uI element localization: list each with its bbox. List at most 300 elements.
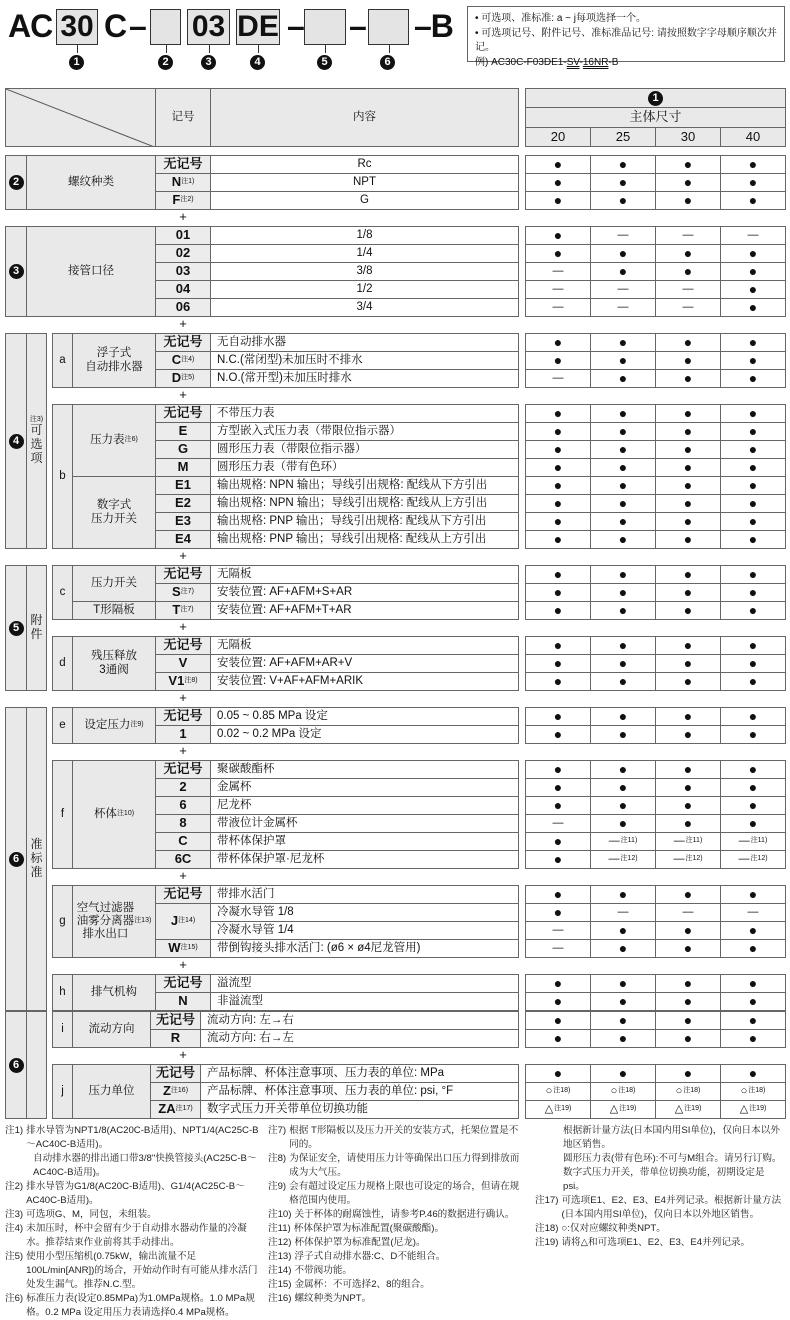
available-dot: ● [748, 815, 758, 832]
unavailable-dash: — [747, 229, 759, 242]
footnote-text: 浮子式自动排水器:C、D不能组合。 [294, 1251, 446, 1262]
available-dot: ● [748, 1030, 758, 1047]
availability-25 [590, 458, 656, 477]
group-label-text: T形隔板 [93, 603, 135, 616]
available-dot: ● [683, 441, 693, 458]
availability-20 [525, 1064, 591, 1083]
option-code [155, 814, 211, 833]
availability-20 [525, 512, 591, 531]
option-description: 流动方向: 右→左 [200, 1029, 519, 1048]
available-dot: ● [748, 1065, 758, 1082]
available-dot: ● [683, 405, 693, 422]
availability-25 [590, 725, 656, 744]
group-label [72, 885, 156, 958]
availability-25 [590, 351, 656, 370]
size-20: 20 [525, 127, 591, 147]
availability-note: 注12) [620, 855, 638, 863]
availability-25 [590, 778, 656, 797]
available-dot: ● [748, 263, 758, 280]
availability-30 [655, 226, 721, 245]
available-dot: ● [553, 637, 563, 654]
code-note: 注8) [184, 677, 198, 685]
available-dot: ● [553, 779, 563, 796]
availability-20 [525, 601, 591, 620]
code-text: 8 [179, 815, 187, 831]
section-label: 接管口径 [26, 226, 156, 317]
code-text: 无记号 [163, 761, 203, 777]
footnote [535, 1222, 785, 1236]
footnote-label: 注1) [5, 1125, 24, 1136]
available-dot: ● [748, 423, 758, 440]
footnote-text: 标准压力表(设定0.85MPa)为1.0MPa规格。1.0 MPa规格。0.2 MPa 设定用压力表请选择0.4 MPa规格。 [26, 1293, 255, 1318]
footnote-label: 注6) [5, 1293, 24, 1304]
code-text: 03 [175, 263, 191, 279]
circle-mark: ○ [610, 1085, 618, 1098]
available-dot: ● [748, 174, 758, 191]
sub-letter: g [52, 885, 73, 958]
option-description: 产品标牌、杯体注意事项、压力表的单位: psi, °F [200, 1082, 519, 1101]
code-text: C [171, 352, 182, 368]
available-dot: ● [618, 405, 628, 422]
option-description: 输出规格: NPN 输出；导线引出规格: 配线从上方引出 [210, 494, 519, 513]
available-dot: ● [618, 352, 628, 369]
option-description: 1/4 [210, 244, 519, 263]
availability-30 [655, 654, 721, 673]
available-dot: ● [683, 761, 693, 778]
plus-sign: + [179, 387, 187, 402]
footnote-text: ○:仅对应螺纹种类NPT。 [561, 1223, 666, 1234]
unavailable-dash: — [608, 835, 620, 848]
number-badge: 6 [9, 852, 24, 867]
option-code [155, 654, 211, 673]
option-description: 1/8 [210, 226, 519, 245]
availability-20 [525, 298, 591, 317]
availability-40 [720, 404, 786, 423]
availability-30 [655, 565, 721, 584]
unavailable-dash: — [682, 229, 694, 242]
plus-sign: + [179, 548, 187, 563]
footnote-text: 请将△和可选项E1、E2、E3、E4并列记录。 [561, 1237, 751, 1248]
availability-40 [720, 530, 786, 549]
availability-30 [655, 796, 721, 815]
option-description: 安装位置: AF+AFM+AR+V [210, 654, 519, 673]
available-dot: ● [553, 833, 563, 850]
availability-40 [720, 583, 786, 602]
available-dot: ● [553, 192, 563, 209]
availability-note: 注19) [619, 1105, 637, 1113]
footnote-label: 注15) [268, 1279, 292, 1290]
option-description: 冷凝水导管 1/8 [210, 903, 519, 922]
code-text: N [178, 993, 188, 1009]
option-code [155, 244, 211, 263]
code-text: M [177, 459, 189, 475]
availability-20 [525, 636, 591, 655]
option-description: 圆形压力表（带限位指示器） [210, 440, 519, 459]
option-description: 产品标牌、杯体注意事项、压力表的单位: MPa [200, 1064, 519, 1083]
code-text: F [172, 192, 181, 208]
option-description: N.O.(常开型)未加压时排水 [210, 369, 519, 388]
available-dot: ● [683, 602, 693, 619]
available-dot: ● [618, 708, 628, 725]
header-code: 记号 [155, 88, 211, 147]
section-number [5, 155, 27, 210]
code-text: 1 [179, 726, 187, 742]
available-dot: ● [683, 922, 693, 939]
available-dot: ● [553, 405, 563, 422]
option-code [155, 476, 211, 495]
availability-25 [590, 191, 656, 210]
option-description: 数字式压力开关带单位切换功能 [200, 1100, 519, 1119]
available-dot: ● [748, 726, 758, 743]
availability-30 [655, 1064, 721, 1083]
availability-25 [590, 1029, 656, 1048]
availability-30 [655, 298, 721, 317]
available-dot: ● [683, 655, 693, 672]
availability-20 [525, 654, 591, 673]
availability-20 [525, 583, 591, 602]
availability-20 [525, 760, 591, 779]
header-size-label: 主体尺寸 [525, 107, 786, 128]
availability-40 [720, 672, 786, 691]
circle-mark: ○ [740, 1085, 748, 1098]
plus-sign: + [179, 619, 187, 634]
option-code [155, 992, 211, 1011]
group-label-text: 数字式 压力开关 [91, 499, 137, 525]
circle-mark: ○ [675, 1085, 683, 1098]
available-dot: ● [618, 797, 628, 814]
available-dot: ● [683, 637, 693, 654]
available-dot: ● [618, 495, 628, 512]
option-description: 3/8 [210, 262, 519, 281]
port-box: 03 [187, 9, 230, 45]
option-code [155, 760, 211, 779]
group-label [72, 404, 156, 477]
unavailable-dash: — [682, 906, 694, 919]
availability-40 [720, 280, 786, 299]
availability-40 [720, 440, 786, 459]
diagonal-header-cell [5, 88, 156, 147]
side-label-text: 可 选 项 [30, 423, 43, 465]
option-box: DE [237, 10, 279, 43]
availability-30 [655, 814, 721, 833]
sub-letter: a [52, 333, 73, 388]
dash: – [349, 8, 366, 44]
availability-30 [655, 903, 721, 922]
availability-40 [720, 760, 786, 779]
code-text: 无记号 [155, 1012, 195, 1028]
availability-40 [720, 333, 786, 352]
available-dot: ● [748, 459, 758, 476]
number-badge: 5 [317, 55, 332, 70]
availability-25 [590, 280, 656, 299]
availability-note: 注12) [750, 855, 768, 863]
unavailable-dash: — [738, 853, 750, 866]
marker-1 [69, 52, 84, 70]
sub-letter: f [52, 760, 73, 869]
code-text: 02 [175, 245, 191, 261]
info-example [475, 56, 777, 71]
option-description: 安装位置: V+AF+AFM+ARIK [210, 672, 519, 691]
footnote-text: 根据 T形隔板以及压力开关的安装方式，托架位置是不同的。 [289, 1125, 519, 1150]
example-text: - [579, 56, 583, 68]
section-side-label [26, 333, 47, 549]
availability-30 [655, 707, 721, 726]
model-suffix [414, 8, 453, 45]
code-text: 01 [175, 227, 191, 243]
available-dot: ● [553, 975, 563, 992]
available-dot: ● [553, 423, 563, 440]
footnote-text: 排水导管为NPT1/8(AC20C-B适用)、NPT1/4(AC25C-B～AC40C-B适用)。 [26, 1125, 259, 1150]
availability-30 [655, 422, 721, 441]
availability-40 [720, 226, 786, 245]
available-dot: ● [553, 761, 563, 778]
available-dot: ● [748, 655, 758, 672]
option-code [155, 885, 211, 904]
section-number [5, 333, 27, 549]
availability-note: 注19) [684, 1105, 702, 1113]
code-note: 注14) [178, 917, 196, 925]
availability-30 [655, 351, 721, 370]
available-dot: ● [683, 797, 693, 814]
available-dot: ● [618, 940, 628, 957]
availability-20 [525, 707, 591, 726]
option-description: 非溢流型 [210, 992, 519, 1011]
available-dot: ● [553, 797, 563, 814]
option-description: N.C.(常闭型)未加压时不排水 [210, 351, 519, 370]
availability-30 [655, 1100, 721, 1119]
availability-25 [590, 244, 656, 263]
availability-30 [655, 760, 721, 779]
number-badge: 4 [9, 434, 24, 449]
footnote [5, 1180, 263, 1208]
footnote-label: 注3) [5, 1209, 24, 1220]
option-code [155, 707, 211, 726]
availability-30 [655, 832, 721, 851]
availability-20 [525, 369, 591, 388]
footnote [268, 1250, 526, 1264]
option-code [155, 298, 211, 317]
available-dot: ● [618, 1012, 628, 1029]
option-code [155, 369, 211, 388]
section-side-label [26, 1011, 47, 1119]
footnote [5, 1222, 263, 1250]
available-dot: ● [618, 245, 628, 262]
available-dot: ● [618, 975, 628, 992]
side-note: 注3) [29, 416, 44, 424]
availability-20 [525, 1100, 591, 1119]
option-code [155, 672, 211, 691]
availability-20 [525, 226, 591, 245]
section-label: 螺纹种类 [26, 155, 156, 210]
availability-note: 注19) [749, 1105, 767, 1113]
available-dot: ● [748, 299, 758, 316]
option-description: 带倒钩接头排水活门: (ø6 × ø4尼龙管用) [210, 939, 519, 958]
unavailable-dash: — [552, 924, 564, 937]
group-label [72, 1011, 151, 1048]
footnote-text: 圆形压力表(带有色环):不可与M组合。请另行订购。 [563, 1153, 782, 1164]
availability-30 [655, 672, 721, 691]
footnote [5, 1208, 263, 1222]
availability-25 [590, 565, 656, 584]
availability-20 [525, 974, 591, 993]
footnote [535, 1194, 785, 1222]
available-dot: ● [618, 370, 628, 387]
availability-30 [655, 476, 721, 495]
option-code [155, 333, 211, 352]
availability-25 [590, 814, 656, 833]
code-text: 无记号 [163, 405, 203, 421]
availability-25 [590, 226, 656, 245]
availability-40 [720, 885, 786, 904]
availability-20 [525, 939, 591, 958]
available-dot: ● [683, 1030, 693, 1047]
available-dot: ● [683, 940, 693, 957]
availability-20 [525, 494, 591, 513]
availability-20 [525, 191, 591, 210]
available-dot: ● [748, 1012, 758, 1029]
available-dot: ● [683, 815, 693, 832]
available-dot: ● [618, 174, 628, 191]
group-label-text: 压力表 [90, 433, 125, 446]
availability-30 [655, 1082, 721, 1101]
plus-sign: + [179, 957, 187, 972]
option-description: 输出规格: PNP 输出；导线引出规格: 配线从下方引出 [210, 512, 519, 531]
available-dot: ● [618, 637, 628, 654]
availability-40 [720, 565, 786, 584]
footnote-label: 注14) [268, 1265, 292, 1276]
availability-40 [720, 262, 786, 281]
footnote-label: 注8) [268, 1153, 287, 1164]
available-dot: ● [618, 886, 628, 903]
code-text: D [171, 370, 182, 386]
code-text: 2 [179, 779, 187, 795]
available-dot: ● [683, 192, 693, 209]
group-label-note: 注6) [124, 436, 138, 444]
availability-30 [655, 636, 721, 655]
available-dot: ● [618, 655, 628, 672]
example-underlined: 16NR [582, 56, 609, 68]
unavailable-dash: — [552, 372, 564, 385]
available-dot: ● [618, 531, 628, 548]
footnote [268, 1222, 526, 1236]
option-code [155, 494, 211, 513]
accessory-box [304, 9, 346, 45]
code-text: Z [162, 1083, 171, 1099]
availability-40 [720, 351, 786, 370]
sub-letter: e [52, 707, 73, 744]
available-dot: ● [683, 531, 693, 548]
available-dot: ● [553, 513, 563, 530]
available-dot: ● [748, 975, 758, 992]
availability-25 [590, 440, 656, 459]
availability-25 [590, 512, 656, 531]
availability-25 [590, 530, 656, 549]
available-dot: ● [748, 922, 758, 939]
availability-20 [525, 244, 591, 263]
marker-5 [317, 52, 332, 70]
available-dot: ● [553, 1065, 563, 1082]
availability-30 [655, 262, 721, 281]
option-description: 0.05 ~ 0.85 MPa 设定 [210, 707, 519, 726]
footnote-label: 注5) [5, 1251, 24, 1262]
availability-25 [590, 654, 656, 673]
availability-20 [525, 440, 591, 459]
available-dot: ● [683, 263, 693, 280]
availability-30 [655, 974, 721, 993]
group-label [72, 333, 156, 388]
plus-sign: + [179, 209, 187, 224]
footnote-label: 注7) [268, 1125, 287, 1136]
available-dot: ● [618, 192, 628, 209]
availability-40 [720, 903, 786, 922]
available-dot: ● [748, 192, 758, 209]
code-note: 注16) [170, 1087, 189, 1095]
code-text: 06 [175, 299, 191, 315]
group-label-note: 注10) [116, 810, 135, 818]
available-dot: ● [553, 1012, 563, 1029]
footnote-label: 注13) [268, 1251, 292, 1262]
side-label-text: 准 标 准 [30, 837, 43, 879]
footnote [535, 1236, 785, 1250]
unavailable-dash: — [682, 283, 694, 296]
available-dot: ● [683, 993, 693, 1010]
number-badge: 6 [9, 1058, 24, 1073]
section-side-label [26, 565, 47, 691]
available-dot: ● [748, 334, 758, 351]
code-text: 6C [174, 851, 192, 867]
group-label [72, 974, 156, 1011]
group-label-text: 压力单位 [88, 1084, 135, 1097]
available-dot: ● [618, 423, 628, 440]
group-label-text: 流动方向 [88, 1022, 135, 1035]
code-text: E [178, 423, 188, 439]
available-dot: ● [618, 156, 628, 173]
availability-30 [655, 530, 721, 549]
footnote [268, 1124, 526, 1152]
plus-sign: + [179, 316, 187, 331]
availability-40 [720, 298, 786, 317]
option-code [150, 1064, 201, 1083]
available-dot: ● [553, 459, 563, 476]
group-label-note: 注9) [130, 721, 144, 729]
availability-25 [590, 1064, 656, 1083]
section-number [5, 226, 27, 317]
availability-note: 注18) [683, 1087, 701, 1095]
code-note: 注1) [181, 178, 195, 186]
sub-letter: j [52, 1064, 73, 1119]
availability-30 [655, 778, 721, 797]
unavailable-dash: — [617, 906, 629, 919]
footnote [5, 1152, 263, 1180]
group-label [72, 565, 156, 602]
code-text: C [178, 833, 188, 849]
availability-30 [655, 725, 721, 744]
availability-40 [720, 458, 786, 477]
code-note: 注2) [180, 196, 194, 204]
footnote-text: 排水导管为G1/8(AC20C-B适用)、G1/4(AC25C-B～AC40C-B适用)。 [26, 1181, 245, 1206]
available-dot: ● [748, 886, 758, 903]
availability-25 [590, 974, 656, 993]
availability-25 [590, 601, 656, 620]
availability-25 [590, 173, 656, 192]
available-dot: ● [553, 531, 563, 548]
sub-letter: c [52, 565, 73, 620]
option-code [155, 280, 211, 299]
option-code [155, 512, 211, 531]
available-dot: ● [553, 334, 563, 351]
availability-25 [590, 333, 656, 352]
option-description: G [210, 191, 519, 210]
